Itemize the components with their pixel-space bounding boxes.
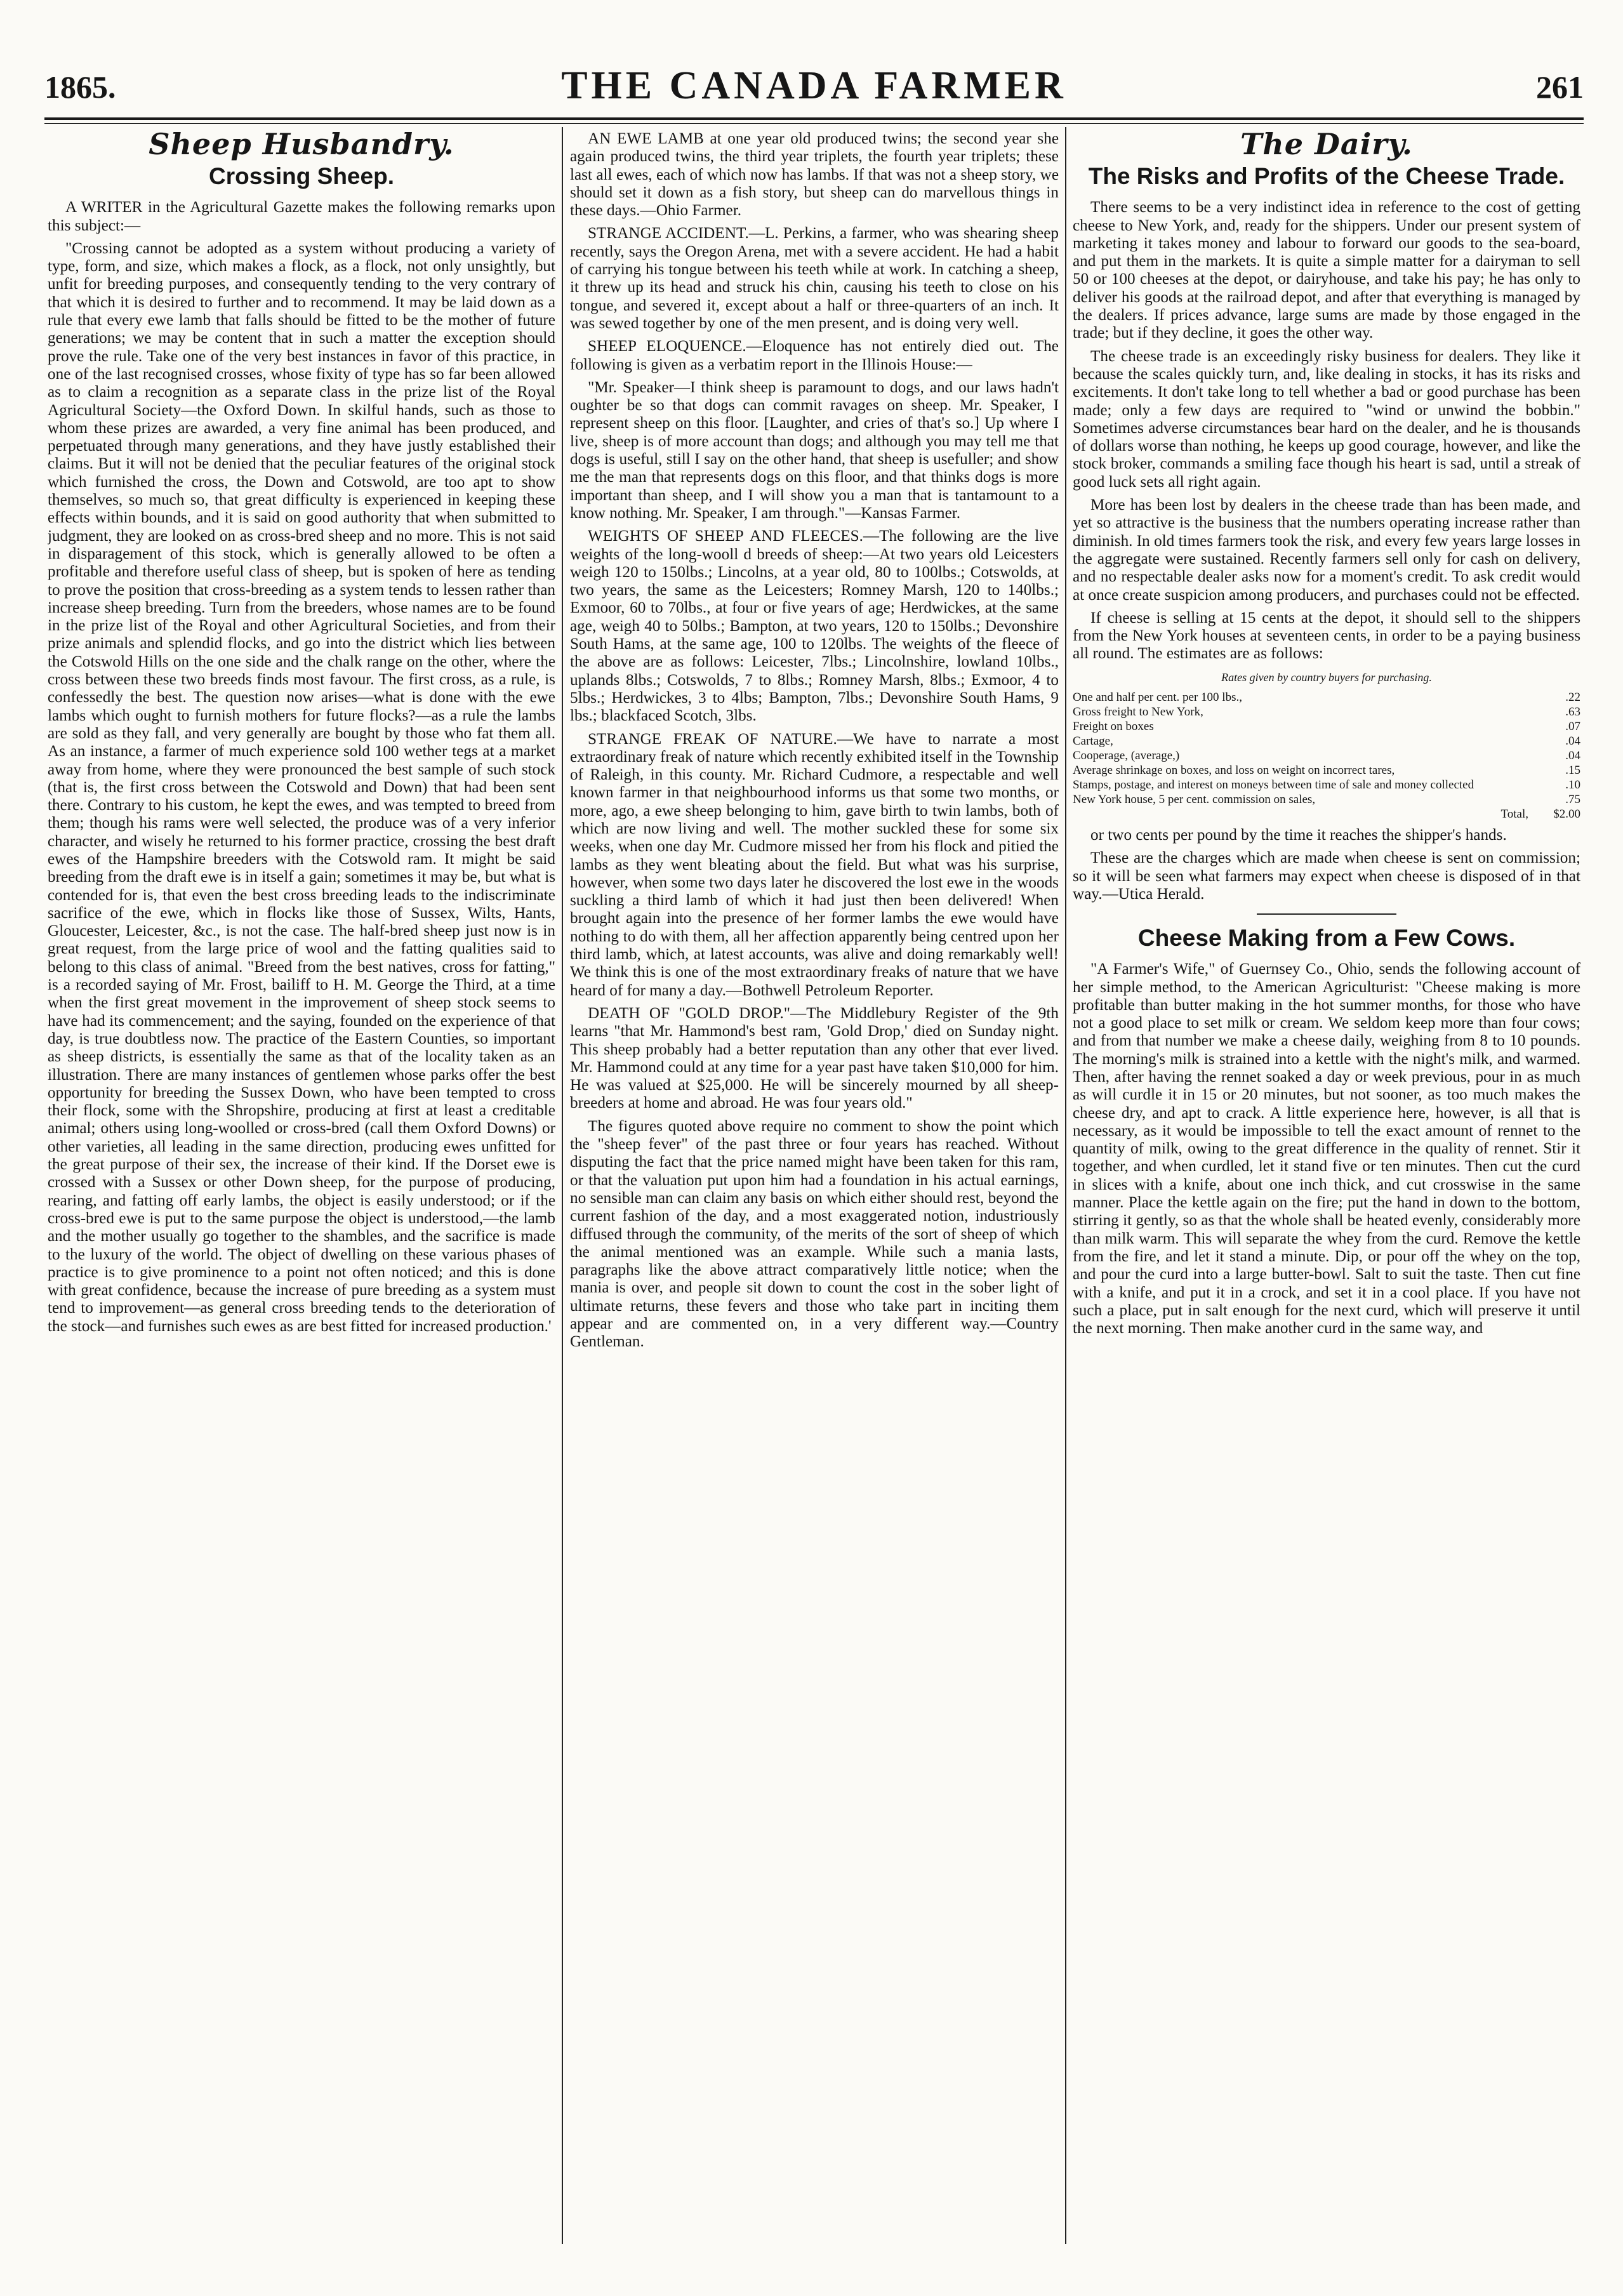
rate-amount: .04 <box>1565 734 1580 748</box>
rate-label: Gross freight to New York, <box>1073 705 1203 719</box>
header-rule-thin <box>44 123 1584 124</box>
rates-row <box>1073 792 1580 807</box>
column-dairy <box>1073 130 1580 2238</box>
paragraph-speaker-quote: "Mr. Speaker—I think sheep is paramount to dogs, and our laws hadn't oughter be so that dogs can commit ravages on sheep. Mr. Speaker, I represent sheep on this floor. [Laughter, and cries of that's so.] Up where I live, sheep is of more account than dogs; and although you may tell me that dogs is useful, still I say on the other hand, that sheep is usefuller; and show me the man that represents dogs on this floor, and that thinks dogs is more important than sheep, and I will show you a man that is tantamount to a know nothing. Mr. Speaker, I am through."—Kansas Farmer. <box>570 378 1059 522</box>
article-paragraph: The cheese trade is an exceedingly risky business for dealers. They like it because the scales quickly turn, and, like dealing in stocks, it has its risks and excitements. It don't take long to tell whether a bad or good purchase has been made; only a few days are required to "wind or unwind the bobbin." Sometimes adverse circumstances bear hard on the dealer, and he is thousands of dollars worse than nothing, he keeps up good courage, however, and like the stock broker, commands a smiling face though his heart is sad, until a streak of good luck sets all right again. <box>1073 347 1580 491</box>
rate-label: New York house, 5 per cent. commission on sales, <box>1073 793 1316 807</box>
article-title: Crossing Sheep. <box>209 163 394 190</box>
article-paragraph: "A Farmer's Wife," of Guernsey Co., Ohio, sends the following account of her simple method, to the American Agriculturist: "Cheese making is more profitable than butter making in the hot summer months, for those who have not a good place to set milk or cream. We seldom keep more than four cows; and from that number we make a cheese daily, weighing from 8 to 10 pounds. The morning's milk is strained into a kettle with the night's milk, and warmed. Then, after having the rennet soaked a day or week previous, pour in as much as will curdle it in 15 or 20 minutes, but not sooner, as too much makes the cheese dry, and apt to crack. A little experience here, however, is all that is necessary, as it would be impossible to tell the exact amount of rennet to the quantity of milk, owing to the great difference in the quality of rennet. Stir it together, and when curdled, let it stand five or ten minutes. Then cut the curd in slices with a knife, about one inch thick, and cut crosswise in the same manner. Place the kettle again on the fire; put the hand in down to the bottom, stirring it gently, so as that the whole shall be heated evenly, considerably more than milk warm. This will separate the whey from the curd. Remove the kettle from the fire, and let it stand a minute. Dip, or pour off the whey on the top, and pour the curd into a large butter-bowl. Salt to suit the taste. Then cut fine with a knife, and put it in a crock, and set it in a cool place. If you have not such a place, put in salt enough for the next curd, which will preserve it until the next morning. Then make another curd in the same way, and <box>1073 960 1580 1337</box>
column-divider <box>1065 127 1066 2244</box>
rates-row <box>1073 690 1580 705</box>
paragraph-freak-of-nature: STRANGE FREAK OF NATURE.—We have to narrate a most extraordinary freak of nature which recently exhibited itself in the Township of Raleigh, in this county. Mr. Richard Cudmore, a respectable and well known farmer in that neighbourhood informs us that some two months, or more, ago, a ewe sheep belonging to him, gave birth to twin lambs, both of which are now living and well. The mother suckled these for some six weeks, when one day Mr. Cudmore missed her from his flock and pitied the lambs as they went bleating about the field. But what was his surprise, however, when some two days later he discovered the lost ewe in the woods suckling a third lamb of which it had just then been delivered! When brought again into the presence of her former lambs the ewe would have nothing to do with them, all her affection apparently being centred upon her third lamb, which, at latest accounts, was alive and doing remarkably well! We think this is one of the most extraordinary freaks of nature that we have heard of for many a day.—Bothwell Petroleum Reporter. <box>570 730 1059 999</box>
rate-label: Average shrinkage on boxes, and loss on weight on incorrect tares, <box>1073 764 1395 778</box>
paragraph-strange-accident: STRANGE ACCIDENT.—L. Perkins, a farmer, who was shearing sheep recently, says the Oregon Arena, met with a severe accident. He had a habit of carrying his tongue between his teeth while at work. In catching a sheep, it threw up its head and struck his chin, causing his teeth to close on his tongue, and severed it, except about a half or three-quarters of an inch. It was sewed together by one of the men present, and is doing very well. <box>570 225 1059 332</box>
rate-amount: .10 <box>1565 778 1580 792</box>
total-amount: $2.00 <box>1553 807 1580 821</box>
section-title: Sheep Husbandry. <box>149 130 454 161</box>
rates-total-row <box>1073 807 1580 821</box>
rates-row <box>1073 734 1580 748</box>
rate-amount: .63 <box>1565 705 1580 719</box>
article-paragraph: More has been lost by dealers in the cheese trade than has been made, and yet so attractive is the business that the numbers operating increase rather than diminish. In old times farmers took the risk, and every few years large losses in the aggregate were sustained. Recently farmers sell only for cash on delivery, and no respectable dealer asks now for a moment's credit. To ask credit would at once create suspicion among producers, and purchases could not be effected. <box>1073 496 1580 604</box>
paragraph-commentary: The figures quoted above require no comment to show the point which the "sheep fever" of the past three or four years has reached. Without disputing the fact that the price named might have been taken for this ram, or that the valuation put upon him had a foundation in his actual earnings, no sensible man can claim any basis on which either should rest, beyond the current fashion of the day, and a most exaggerated notion, industriously diffused through the community, of the merits of the sort of sheep of which the animal mentioned was an example. While such a mania lasts, paragraphs like the above attract comparatively little notice; when the mania is over, and people sit down to count the cost in the sober light of ultimate returns, these fevers and those who take part in inciting them appear and are commented on, in a very different way.—Country Gentleman. <box>570 1117 1059 1351</box>
rates-row <box>1073 705 1580 719</box>
rate-amount: .15 <box>1565 764 1580 778</box>
header-year: 1865. <box>44 69 116 105</box>
article-title: The Risks and Profits of the Cheese Trade. <box>1088 163 1565 190</box>
rate-label: Stamps, postage, and interest on moneys between time of sale and money collected <box>1073 778 1474 792</box>
masthead-title: THE CANADA FARMER <box>561 64 1067 107</box>
rate-amount: .75 <box>1565 793 1580 807</box>
rate-amount: .07 <box>1565 720 1580 734</box>
total-label: Total, <box>1500 807 1528 821</box>
column-sheep-husbandry <box>48 130 555 2238</box>
paragraph-ewe-lamb: AN EWE LAMB at one year old produced twins; the second year she again produced twins, the third year triplets, the fourth year triplets; these last all ewes, each of which now has lambs. If that was not a sheep story, we should set it down as a fish story, but sheep can do marvellous things in these days.—Ohio Farmer. <box>570 130 1059 220</box>
article-paragraph: There seems to be a very indistinct idea in reference to the cost of getting cheese to New York, and, ready for the shippers. Under our present system of marketing it takes money and labour to forward our goods to the sea-board, and put them in the markets. It is quite a simple matter for a dairyman to sell 50 or 100 cheeses at the depot, or dairyhouse, and take his pay; he has only to deliver his goods at the railroad depot, and after that everything is managed by the dealers. If prices advance, large sums are made by those engaged in the trade; but if they decline, it goes the other way. <box>1073 199 1580 342</box>
column-sheep-notes <box>570 130 1059 2238</box>
rates-row <box>1073 719 1580 734</box>
rates-row <box>1073 763 1580 778</box>
rate-amount: .04 <box>1565 749 1580 763</box>
paragraph-gold-drop: DEATH OF "GOLD DROP."—The Middlebury Register of the 9th learns "that Mr. Hammond's best ram, 'Gold Drop,' died on Sunday night. This sheep probably had a better reputation than any other that ever lived. Mr. Hammond could at any time for a year past have taken $10,000 for him. He was valued at $25,000. He will be sincerely mourned by all sheep-breeders at home and abroad. He was four years old." <box>570 1004 1059 1112</box>
paragraph-weights-fleeces: WEIGHTS OF SHEEP AND FLEECES.—The following are the live weights of the long-wooll d breeds of sheep:—At two years old Leicesters weigh 120 to 150lbs.; Lincolns, at a year old, 80 to 100lbs.; Cotswolds, at two years, the same as the Leicesters; Romney Marsh, 120 to 140lbs.; Exmoor, 60 to 70lbs., at four or five years of age; Herdwickes, at the same age, weigh 40 to 50lbs.; Bampton, at two years, 120 to 150lbs.; Devonshire South Hams, at the same age, 100 to 120lbs. The weights of the fleece of the above are as follows: Leicester, 7lbs.; Lincolnshire, lowland 10lbs., uplands 8lbs.; Cotswolds, 7 to 8lbs.; Romney Marsh, 8lbs.; Exmoor, 4 to 5lbs.; Herdwickes, 3 to 4lbs; Bampton, 7lbs.; Devonshire South Hams, 9 lbs.; blackfaced Scotch, 3lbs. <box>570 528 1059 725</box>
section-title: The Dairy. <box>1240 130 1413 161</box>
rate-label: Cartage, <box>1073 734 1113 748</box>
page-number: 261 <box>1536 69 1584 105</box>
column-divider <box>562 127 563 2244</box>
rates-row <box>1073 778 1580 792</box>
article-separator <box>1257 913 1396 915</box>
rate-label: Freight on boxes <box>1073 720 1154 734</box>
rates-caption: Rates given by country buyers for purchasing. <box>1221 670 1432 684</box>
article-title: Cheese Making from a Few Cows. <box>1137 925 1516 952</box>
rate-label: Cooperage, (average,) <box>1073 749 1180 763</box>
article-paragraph: or two cents per pound by the time it reaches the shipper's hands. <box>1090 826 1507 844</box>
paragraph-sheep-eloquence: SHEEP ELOQUENCE.—Eloquence has not entirely died out. The following is given as a verbatim report in the Illinois House:— <box>570 338 1059 373</box>
page-header <box>44 63 1584 108</box>
header-rule <box>44 117 1584 120</box>
rates-row <box>1073 748 1580 763</box>
article-paragraph: These are the charges which are made when cheese is sent on commission; so it will be seen what farmers may expect when cheese is disposed of in that way.—Utica Herald. <box>1073 849 1580 903</box>
article-body: "Crossing cannot be adopted as a system without producing a variety of type, form, and size, which makes a flock, as a flock, not only unsightly, but unfit for breeding purposes, and consequently tending to the very contrary of that which it is desired to further and to recommend. It may be laid down as a rule that every ewe lamb that falls should be fitted to be the mother of future generations; we may be content that in such a matter the exception should prove the rule. Take one of the very best instances in favor of this practice, in one of the last recognised crosses, whose fixity of type has so far been allowed as to claim a recognition as a separate class in the prize list of the Royal Agricultural Society—the Oxford Down. In skilful hands, such as those to whom these prizes are awarded, a very fine animal has been produced, and perpetuated through many generations, and they have justly established their claims. But it will not be denied that the peculiar features of the original stock which furnished the cross, the Down and Cotswold, are too apt to show themselves, so much so, that great difficulty is experienced in keeping these effects within bounds, and it is said on good authority that when submitted to judgment, they are looked on as cross-bred sheep and no more. This is not said in disparagement of this stock, which is generally allowed to be often a profitable and therefore useful class of sheep, but is spoken of here as tending to prove the position that cross-breeding as a system tends to lessen rather than increase sheep breeding. Turn from the breeders, whose names are to be found in the prize list of the Royal and other Agricultural Societies, and from their prize animals and splendid flocks, and go into the district which lies between the Cotswold Hills on the one side and the chalk range on the other, where the cross between these two breeds finds most favour. The first cross, as a rule, is confessedly the best. The question now arises—what is done with the ewe lambs which ought to furnish mothers for future flocks?—as a rule the lambs are sold as they fall, and very generally are bought by those who fat them all. As an instance, a farmer of much experience sold 100 wether tegs at a market away from home, where they were pronounced the best sample of such stock (that is, the first cross between the Cotswold and Down) that had been sent there. Contrary to his custom, he kept the ewes, and was tempted to breed from them; though his rams were well selected, the produce was of a very inferior character, and wisely he returned to his former practice, crossing the best draft ewes of the Hampshire breeders with the Cotswold ram. It might be said breeding from the draft ewe is in itself a gain; sometimes it may be, but what is contended for is, that even the best cross breeding leads to the indiscriminate sacrifice of the ewe, which in flocks like those of Sussex, Wilts, Hants, Gloucester, Leicester, &c., is not the case. The half-bred sheep just now is in great request, from the large price of wool and the fatting qualities said to belong to this class of animal. "Breed from the best natives, cross for fatting," is a recorded saying of Mr. Frost, bailiff to H. M. George the Third, at a time when the first great movement in the improvement of sheep stock seems to have had its commencement; and the saying, founded on the experience of that day, is true doubtless now. The practice of the Eastern Counties, so important as sheep districts, is essentially the same as that of the locality taken as an illustration. There are many instances of gentlemen whose parks offer the best opportunity for breeding the Sussex Down, who have been tempted to cross their flock, some with the Shropshire, producing at first at least a creditable animal; others using long-woolled or cross-bred (call them Oxford Downs) or other varieties, all leading in the same direction, producing ewes unfitted for the great purpose of their sex, the increase of their kind. If the Dorset ewe is crossed with a Sussex or other Down sheep, for the purpose of producing, rearing, and fatting off early lambs, the object is easily understood; or if the cross-bred ewe is put to the same purpose the object is understood,—the lamb and the mother usually go together to the shambles, and the sacrifice is made to the luxury of the world. The object of dwelling on these various phases of practice is to give prominence to a point not often noticed; and this is done with great confidence, because the increase of pure breeding as a system must tend to improvement—as general cross breeding tends to the deterioration of the stock—and furnishes such ewes as are best fitted for increased production.' <box>48 239 555 1335</box>
rates-table <box>1073 690 1580 821</box>
rate-amount: .22 <box>1565 691 1580 705</box>
rate-label: One and half per cent. per 100 lbs., <box>1073 691 1242 705</box>
article-intro: A WRITER in the Agricultural Gazette makes the following remarks upon this subject:— <box>48 199 555 234</box>
article-paragraph: If cheese is selling at 15 cents at the depot, it should sell to the shippers from the New York houses at seventeen cents, in order to be a paying business all round. The estimates are as follows: <box>1073 609 1580 663</box>
